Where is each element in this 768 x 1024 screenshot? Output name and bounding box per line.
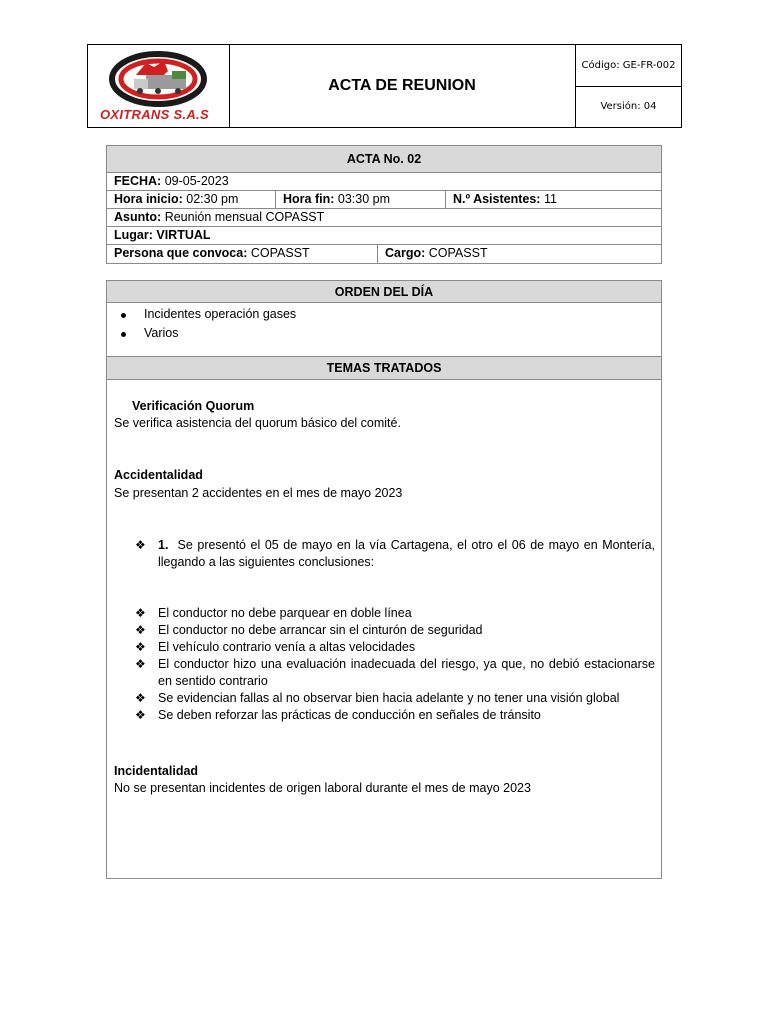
conclusion-item: ❖ El vehículo contrario venía a altas velocidades [135, 640, 416, 654]
fecha-value: 09-05-2023 [164, 174, 229, 188]
convoca-value: COPASST [250, 246, 310, 260]
diamond-bullet-icon: ❖ [135, 538, 146, 552]
lugar-row [107, 227, 661, 245]
conclusion-item: ❖ El conductor hizo una evaluación inadecuada del riesgo, ya que, no debió estacionarse en sentido contrario [135, 657, 655, 688]
asistentes-label: N.º Asistentes: [453, 192, 541, 206]
cargo-label: Cargo: [385, 246, 426, 260]
document-header [87, 44, 682, 128]
agenda-table [106, 280, 662, 879]
hora-row [107, 191, 661, 209]
fecha-label: FECHA: [114, 174, 162, 188]
diamond-bullet-icon: ❖ [135, 606, 146, 620]
bullet-icon [121, 313, 126, 318]
bullet-icon [121, 332, 126, 337]
asunto-value: Reunión mensual COPASST [164, 210, 325, 224]
point-1 [107, 537, 661, 571]
diamond-bullet-icon: ❖ [135, 623, 146, 637]
diamond-bullet-icon: ❖ [135, 640, 146, 654]
lugar-label: Lugar: [114, 228, 153, 242]
conclusion-item: ❖ Se deben reforzar las prácticas de conducción en señales de tránsito [135, 708, 541, 722]
point-1-text: Se presentó el 05 de mayo en la vía Cartagena, el otro el 06 de mayo en Montería, llegando a las siguientes conclusiones: [158, 538, 655, 569]
document-code: Código: GE-FR-002 [576, 45, 681, 87]
conclusion-item: ❖ Se evidencian fallas al no observar bien hacia adelante y no tener una visión global [135, 691, 620, 705]
orden-item: Varios [107, 324, 661, 343]
incidentalidad-heading: Incidentalidad [114, 764, 199, 778]
temas-content [107, 380, 661, 878]
quorum-heading: Verificación Quorum [132, 399, 255, 413]
cargo-value: COPASST [428, 246, 488, 260]
asunto-row [107, 209, 661, 227]
document-title: ACTA DE REUNION [229, 45, 576, 127]
hora-fin-label: Hora fin: [283, 192, 335, 206]
diamond-bullet-icon: ❖ [135, 657, 146, 671]
asunto-label: Asunto: [114, 210, 162, 224]
conclusion-item: ❖ El conductor no debe arrancar sin el cinturón de seguridad [135, 623, 483, 637]
conclusiones-list [107, 605, 661, 724]
convoca-row [107, 245, 661, 263]
convoca-label: Persona que convoca: [114, 246, 248, 260]
document-version: Versión: 04 [600, 101, 657, 112]
conclusion-item: ❖ El conductor no debe parquear en doble línea [135, 606, 412, 620]
diamond-bullet-icon: ❖ [135, 708, 146, 722]
lugar-value: VIRTUAL [156, 228, 211, 242]
quorum-text: Se verifica asistencia del quorum básico del comité. [114, 416, 401, 430]
accidentalidad-heading: Accidentalidad [114, 468, 203, 482]
point-1-number: 1. [158, 538, 169, 552]
orden-title: ORDEN DEL DÍA [107, 281, 661, 303]
hora-inicio-value: 02:30 pm [186, 192, 239, 206]
company-name: OXITRANS S.A.S [100, 107, 209, 122]
incidentalidad-text: No se presentan incidentes de origen laboral durante el mes de mayo 2023 [114, 781, 531, 795]
orden-item: Incidentes operación gases [107, 305, 661, 324]
acta-info-table [106, 145, 662, 264]
orden-list [107, 303, 661, 357]
temas-title: TEMAS TRATADOS [107, 357, 661, 380]
diamond-bullet-icon: ❖ [135, 691, 146, 705]
hora-fin-value: 03:30 pm [337, 192, 390, 206]
hora-inicio-label: Hora inicio: [114, 192, 183, 206]
accidentalidad-text: Se presentan 2 accidentes en el mes de mayo 2023 [114, 486, 403, 500]
asistentes-value: 11 [543, 192, 557, 206]
company-logo [88, 45, 230, 127]
fecha-row [107, 173, 661, 191]
acta-number: ACTA No. 02 [107, 146, 661, 173]
